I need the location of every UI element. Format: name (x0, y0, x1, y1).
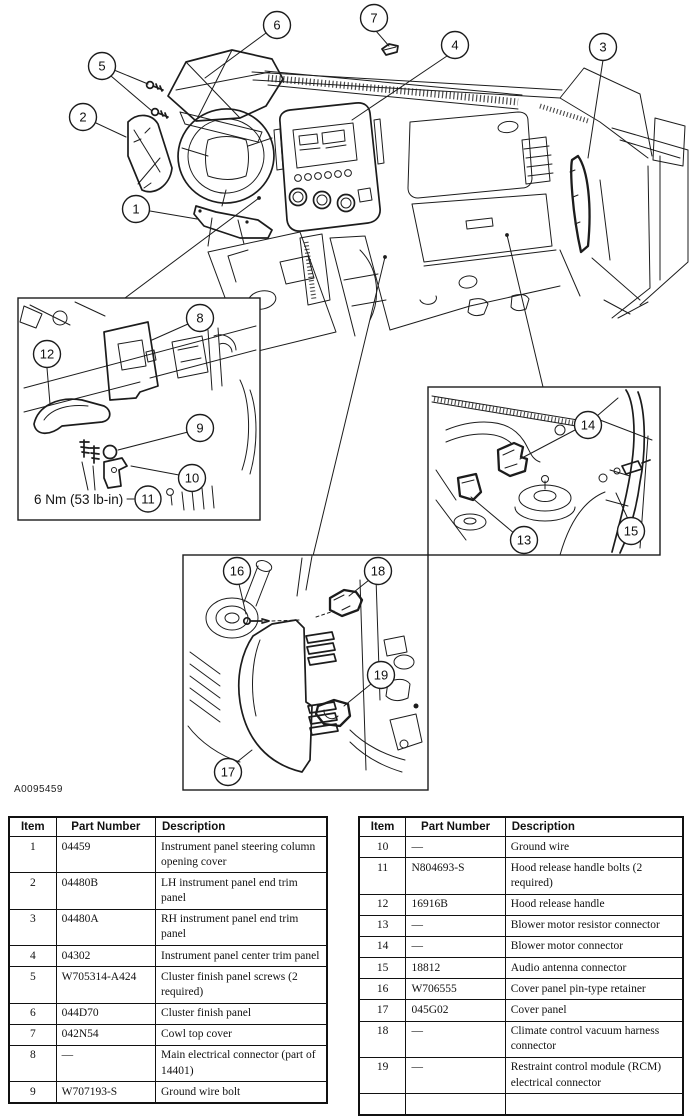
svg-text:10: 10 (184, 470, 200, 486)
empty-cell (359, 1094, 406, 1116)
description-cell: Cover panel (505, 1000, 683, 1021)
part-number-cell: 045G02 (406, 1000, 505, 1021)
item-cell: 6 (9, 1003, 56, 1024)
part-number-cell: — (406, 1057, 505, 1093)
item-cell: 10 (359, 837, 406, 858)
table-row (359, 979, 683, 1000)
callout-16 (224, 558, 251, 585)
table-row (359, 936, 683, 957)
lh-end-trim-panel (128, 115, 172, 191)
empty-cell (505, 1094, 683, 1116)
table-row (9, 946, 327, 967)
table-row (9, 1082, 327, 1104)
inset-under-dash (18, 298, 260, 520)
item-cell: 8 (9, 1045, 56, 1081)
table-row (9, 873, 327, 909)
svg-text:6: 6 (273, 17, 281, 33)
callout-8 (187, 305, 214, 332)
svg-text:12: 12 (39, 346, 55, 362)
svg-text:13: 13 (516, 532, 532, 548)
column-header: Item (9, 817, 56, 837)
part-number-cell: N804693-S (406, 858, 505, 894)
description-cell: Ground wire bolt (156, 1082, 327, 1104)
svg-text:17: 17 (220, 764, 236, 780)
table-row (9, 837, 327, 873)
column-header: Part Number (56, 817, 155, 837)
svg-text:9: 9 (196, 420, 204, 436)
svg-text:19: 19 (373, 667, 389, 683)
part-number-cell: W707193-S (56, 1082, 155, 1104)
table-row (359, 915, 683, 936)
part-number-cell: W705314-A424 (56, 967, 155, 1003)
callout-14 (575, 412, 602, 439)
passenger-airbag-area (408, 112, 553, 198)
svg-text:2: 2 (79, 109, 87, 125)
description-cell: Cluster finish panel (156, 1003, 327, 1024)
table-row-truncated (359, 1094, 683, 1116)
svg-text:16: 16 (229, 563, 245, 579)
callout-17 (215, 759, 242, 786)
callout-4 (442, 32, 469, 59)
column-header: Description (156, 817, 327, 837)
svg-text:14: 14 (580, 417, 596, 433)
item-cell: 3 (9, 909, 56, 945)
svg-text:15: 15 (623, 523, 639, 539)
callout-5 (89, 53, 116, 80)
description-cell: Hood release handle bolts (2 required) (505, 858, 683, 894)
part-number-cell: 04480A (56, 909, 155, 945)
cluster-panel-screws (147, 82, 168, 118)
steering-wheel (169, 100, 282, 246)
svg-text:11: 11 (141, 491, 155, 507)
item-cell: 18 (359, 1021, 406, 1057)
description-cell: Ground wire (505, 837, 683, 858)
description-cell: Audio antenna connector (505, 958, 683, 979)
table-row (359, 1000, 683, 1021)
description-cell: Instrument panel steering column opening cover (156, 837, 327, 873)
svg-text:4: 4 (451, 37, 459, 53)
item-cell: 2 (9, 873, 56, 909)
table-row (359, 958, 683, 979)
empty-cell (406, 1094, 505, 1116)
svg-text:3: 3 (599, 39, 607, 55)
under-dash-line-art (208, 196, 560, 354)
description-cell: Main electrical connector (part of 14401) (156, 1045, 327, 1081)
part-number-cell: 04459 (56, 837, 155, 873)
callout-1 (123, 196, 150, 223)
callout-2 (70, 104, 97, 131)
table-row (9, 1003, 327, 1024)
description-cell: Cover panel pin-type retainer (505, 979, 683, 1000)
item-cell: 9 (9, 1082, 56, 1104)
svg-text:8: 8 (196, 310, 204, 326)
part-number-cell: 04302 (56, 946, 155, 967)
description-cell: LH instrument panel end trim panel (156, 873, 327, 909)
callout-10 (179, 465, 206, 492)
table-row (359, 1057, 683, 1093)
description-cell: Climate control vacuum harness connector (505, 1021, 683, 1057)
item-cell: 13 (359, 915, 406, 936)
rh-end-trim-panel (570, 156, 590, 252)
column-header: Item (359, 817, 406, 837)
column-header: Description (505, 817, 683, 837)
description-cell: Blower motor connector (505, 936, 683, 957)
steering-column-opening-cover (194, 206, 272, 238)
callout-13 (511, 527, 538, 554)
svg-text:5: 5 (98, 58, 106, 74)
table-row (359, 858, 683, 894)
callout-19 (368, 662, 395, 689)
part-number-cell: 044D70 (56, 1003, 155, 1024)
part-number-cell: — (406, 936, 505, 957)
description-cell: RH instrument panel end trim panel (156, 909, 327, 945)
item-cell: 1 (9, 837, 56, 873)
description-cell: Blower motor resistor connector (505, 915, 683, 936)
part-number-cell: 18812 (406, 958, 505, 979)
table-row (359, 837, 683, 858)
column-header: Part Number (406, 817, 505, 837)
part-number-cell: W706555 (406, 979, 505, 1000)
callout-12 (34, 341, 61, 368)
part-number-cell: — (406, 1021, 505, 1057)
callout-6 (264, 12, 291, 39)
item-cell: 14 (359, 936, 406, 957)
table-row (9, 967, 327, 1003)
part-number-cell: — (406, 915, 505, 936)
item-cell: 5 (9, 967, 56, 1003)
part-number-cell: 04480B (56, 873, 155, 909)
part-number-cell: — (406, 837, 505, 858)
callout-18 (365, 558, 392, 585)
figure-id: A0095459 (14, 784, 63, 795)
part-number-cell: 16916B (406, 894, 505, 915)
parts-tables (0, 816, 692, 1116)
table-row (9, 1045, 327, 1081)
part-number-cell: 042N54 (56, 1024, 155, 1045)
callout-3 (590, 34, 617, 61)
item-cell: 19 (359, 1057, 406, 1093)
parts-table-right (358, 816, 684, 1116)
table-row (9, 1024, 327, 1045)
svg-text:1: 1 (132, 201, 140, 217)
item-cell: 16 (359, 979, 406, 1000)
description-cell: Restraint control module (RCM) electrical connector (505, 1057, 683, 1093)
inset-engine-bay (428, 387, 660, 555)
torque-note: 6 Nm (53 lb-in) (34, 492, 124, 507)
svg-text:18: 18 (370, 563, 386, 579)
parts-table-left (8, 816, 328, 1104)
cowl-clip (382, 44, 398, 55)
item-cell: 12 (359, 894, 406, 915)
part-number-cell: — (56, 1045, 155, 1081)
item-cell: 11 (359, 858, 406, 894)
description-cell: Cowl top cover (156, 1024, 327, 1045)
callout-9 (187, 415, 214, 442)
table-row (359, 1021, 683, 1057)
glove-box (412, 194, 580, 296)
center-trim-panel (274, 103, 384, 231)
description-cell: Hood release handle (505, 894, 683, 915)
inset-cover-panel (183, 555, 428, 790)
item-cell: 17 (359, 1000, 406, 1021)
svg-text:7: 7 (370, 10, 378, 26)
item-cell: 7 (9, 1024, 56, 1045)
description-cell: Instrument panel center trim panel (156, 946, 327, 967)
item-cell: 15 (359, 958, 406, 979)
callout-11 (135, 486, 161, 512)
description-cell: Cluster finish panel screws (2 required) (156, 967, 327, 1003)
dashboard-right-structure (592, 118, 688, 318)
item-cell: 4 (9, 946, 56, 967)
callout-7 (361, 5, 388, 32)
table-row (359, 894, 683, 915)
table-row (9, 909, 327, 945)
callout-15 (618, 518, 645, 545)
cowl-top-cover (252, 68, 652, 158)
